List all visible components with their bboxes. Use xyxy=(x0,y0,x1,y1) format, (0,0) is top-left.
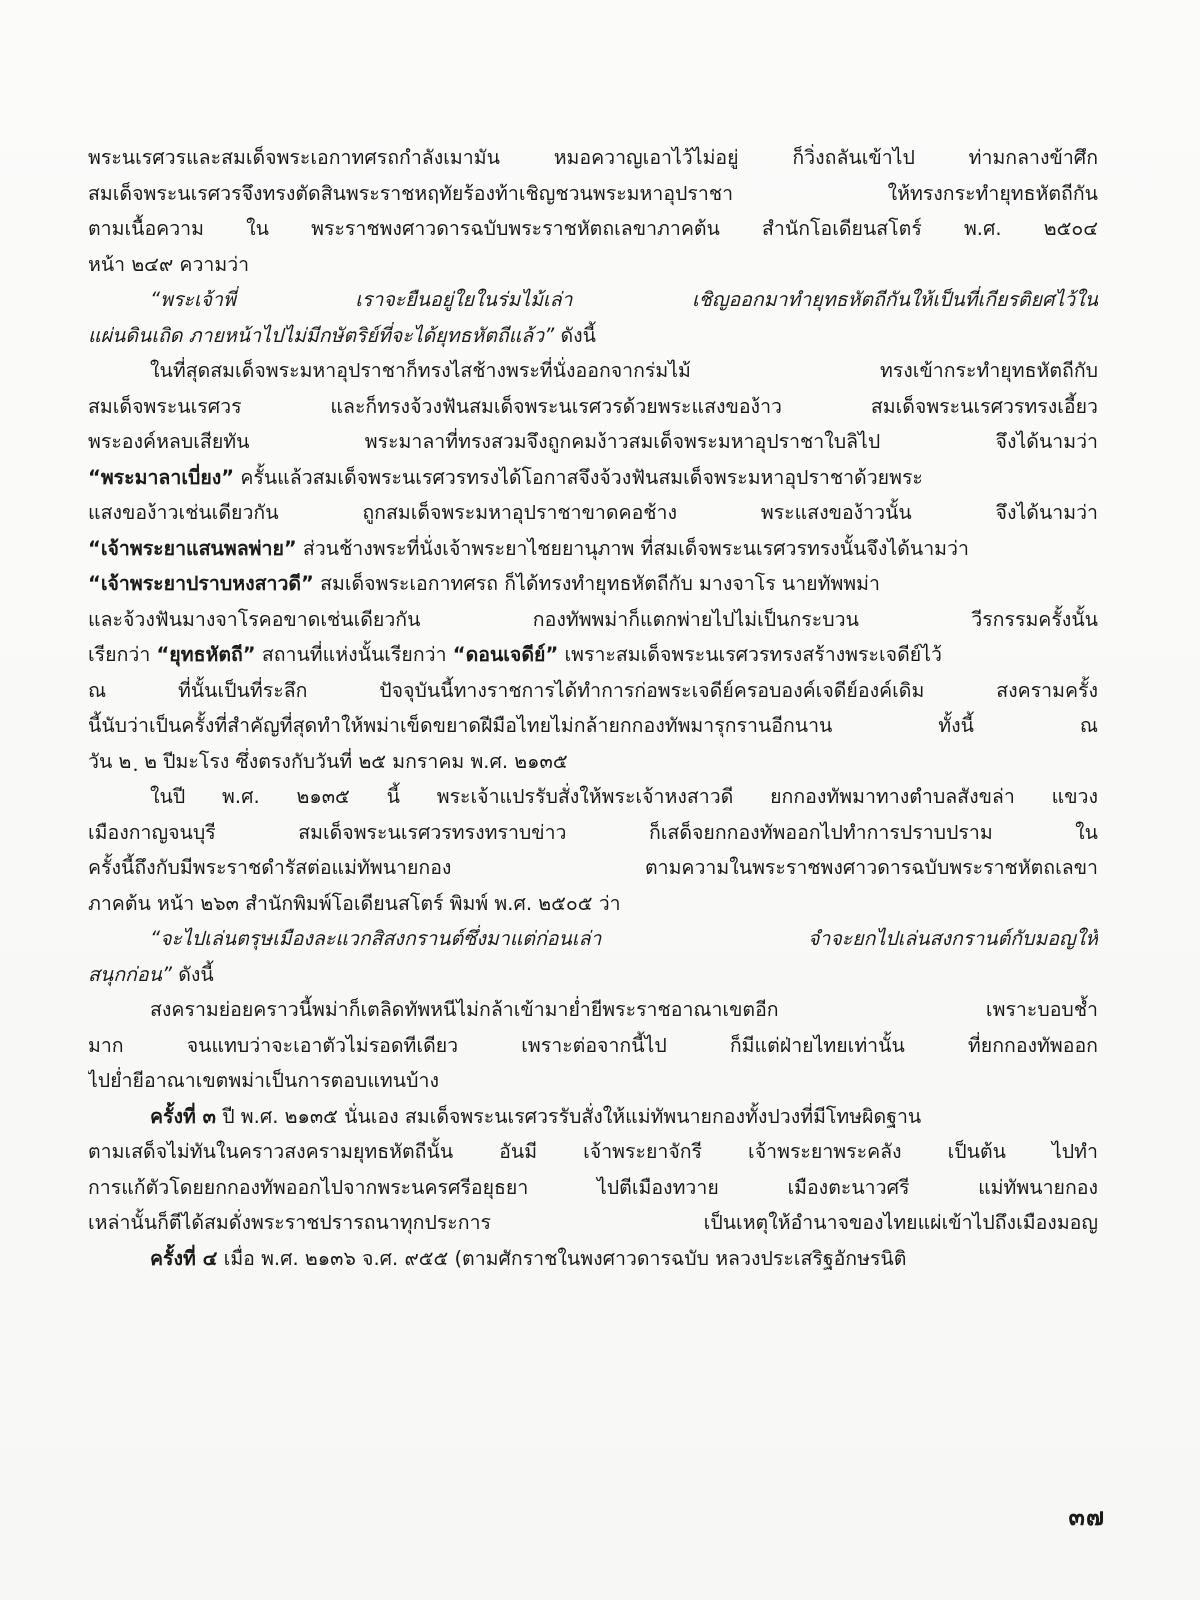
quote-suffix: ดังนี้ xyxy=(172,962,214,986)
paragraph-line: ไปย่ำยีอาณาเขตพม่าเป็นการตอบแทนบ้าง xyxy=(88,1069,439,1092)
paragraph-text: สมเด็จพระเอกาทศรถ ก็ได้ทรงทำยุทธหัตถีกับ มางจาโร นายทัพพม่า xyxy=(313,572,880,595)
section-label: ครั้งที่ ๔ xyxy=(150,1246,218,1270)
paragraph-line: สงครามย่อยคราวนี้พม่าก็เตลิดทัพหนีไม่กล้าเข้ามาย่ำยีพระราชอาณาเขตอีก เพราะบอบช้ำ xyxy=(150,998,1098,1021)
paragraph-line: สมเด็จพระนเรศวรจึงทรงตัดสินพระราชหฤทัยร้องท้าเชิญชวนพระมหาอุปราชา ให้ทรงกระทำยุทธหัตถีกัน xyxy=(88,181,1098,205)
paragraph-line: พระองค์หลบเสียทัน พระมาลาที่ทรงสวมจึงถูกคมง้าวสมเด็จพระมหาอุปราชาใบลิไป จึงได้นามว่า xyxy=(88,430,1098,453)
paragraph-line xyxy=(88,531,1098,567)
quote-text: แผ่นดินเถิด ภายหน้าไปไม่มีกษัตริย์ที่จะได้ยุทธหัตถีแล้ว” xyxy=(88,323,555,347)
section-label: ครั้งที่ ๓ xyxy=(150,1104,217,1128)
quote-line xyxy=(88,957,1098,993)
paragraph-text: สถานที่แห่งนั้นเรียกว่า xyxy=(255,643,453,666)
paragraph-text: ส่วนช้างพระที่นั่งเจ้าพระยาไชยยานุภาพ ที่สมเด็จพระนเรศวรทรงนั้นจึงได้นามว่า xyxy=(296,536,969,560)
paragraph-line: เมืองกาญจนบุรี สมเด็จพระนเรศวรทรงทราบข่าว ก็เสด็จยกกองทัพออกไปทำการปราบปราม ใน xyxy=(88,820,1098,844)
paragraph-line xyxy=(88,460,1098,496)
paragraph-line xyxy=(88,1241,1098,1277)
paragraph-line: พระนเรศวรและสมเด็จพระเอกาทศรถกำลังเมามัน หมอควาญเอาไว้ไม่อยู่ ก็วิ่งถลันเข้าไป ท่ามกลางข้าศึก xyxy=(88,146,1098,169)
paragraph-line: มาก จนแทบว่าจะเอาตัวไม่รอดทีเดียว เพราะต่อจากนี้ไป ก็มีแต่ฝ่ายไทยเท่านั้น ที่ยกกองทัพออก xyxy=(88,1033,1098,1057)
paragraph-text: เมื่อ พ.ศ. ๒๑๓๖ จ.ศ. ๙๕๕ (ตามศักราชในพงศาวดารฉบับ หลวงประเสริฐอักษรนิติ xyxy=(217,1246,907,1270)
paragraph-line: ในที่สุดสมเด็จพระมหาอุปราชาก็ทรงไสช้างพระที่นั่งออกจากร่มไม้ ทรงเข้ากระทำยุทธหัตถีกับ xyxy=(150,359,1098,382)
paragraph-line: ตามเนื้อความ ใน พระราชพงศาวดารฉบับพระราชหัตถเลขาภาคต้น สำนักโอเดียนสโตร์ พ.ศ. ๒๕๐๔ xyxy=(88,217,1098,240)
paragraph-line: หน้า ๒๔๙ ความว่า xyxy=(88,252,250,276)
paragraph-text: ปี พ.ศ. ๒๑๓๕ นั่นเอง สมเด็จพระนเรศวรรับสั่งให้แม่ทัพนายกองทั้งปวงที่มีโทษผิดฐาน xyxy=(216,1104,922,1128)
paragraph-line: เหล่านั้นก็ตีได้สมดั่งพระราชปรารถนาทุกประการ เป็นเหตุให้อำนาจของไทยแผ่เข้าไปถึงเมืองมอญ xyxy=(88,1211,1098,1234)
paragraph-text: เรียกว่า xyxy=(88,643,157,666)
bold-term: “เจ้าพระยาแสนพลพ่าย” xyxy=(88,536,297,560)
paragraph-line: ตามเสด็จไม่ทันในคราวสงครามยุทธหัตถีนั้น อันมี เจ้าพระยาจักรี เจ้าพระยาพระคลัง เป็นต้น ไปทำ xyxy=(88,1140,1098,1163)
paragraph-line: ครั้งนี้ถึงกับมีพระราชดำรัสต่อแม่ทัพนายกอง ตามความในพระราชพงศาวดารฉบับพระราชหัตถเลขา xyxy=(88,856,1098,879)
bold-term: “ยุทธหัตถี” xyxy=(156,643,256,666)
paragraph-line: ภาคต้น หน้า ๒๖๓ สำนักพิมพ์โอเดียนสโตร์ พิมพ์ พ.ศ. ๒๕๐๕ ว่า xyxy=(88,891,621,915)
bold-term: “ดอนเจดีย์” xyxy=(452,643,559,666)
paragraph-line: การแก้ตัวโดยยกกองทัพออกไปจากพระนครศรีอยุธยา ไปตีเมืองทวาย เมืองตะนาวศรี แม่ทัพนายกอง xyxy=(88,1175,1098,1199)
bold-term: “พระมาลาเบี่ยง” xyxy=(88,465,235,489)
paragraph-line: วัน ๒ ฺ ๒ ปีมะโรง ซึ่งตรงกับวันที่ ๒๕ มกราคม พ.ศ. ๒๑๓๕ xyxy=(88,749,568,773)
bold-term: “เจ้าพระยาปราบหงสาวดี” xyxy=(88,572,314,595)
paragraph-line xyxy=(88,637,1098,673)
quote-text: สนุกก่อน” xyxy=(88,962,172,986)
paragraph-line xyxy=(88,1099,1098,1135)
quote-line xyxy=(88,318,1098,354)
paragraph-line: และจ้วงฟันมางจาโรคอขาดเช่นเดียวกัน กองทัพพม่าก็แตกพ่ายไปไม่เป็นกระบวน วีรกรรมครั้งนั้น xyxy=(88,607,1098,631)
paragraph-line xyxy=(88,566,1098,602)
body-text xyxy=(88,140,1098,1276)
paragraph-line: นี้นับว่าเป็นครั้งที่สำคัญที่สุดทำให้พม่าเข็ดขยาดฝีมือไทยไม่กล้ายกกองทัพมารุกรานอีกนาน ทั้งนี้ ณ xyxy=(88,714,1098,737)
quote-suffix: ดังนี้ xyxy=(554,323,596,347)
paragraph-line: ในปี พ.ศ. ๒๑๓๕ นี้ พระเจ้าแปรรับสั่งให้พระเจ้าหงสาวดี ยกกองทัพมาทางตำบลสังขล่า แขวง xyxy=(150,785,1098,808)
quote-line: “จะไปเล่นตรุษเมืองละแวกสิสงกรานต์ซึ่งมาแต่ก่อนเล่า จำจะยกไปเล่นสงกรานต์กับมอญให้ xyxy=(150,927,1098,950)
paragraph-line: สมเด็จพระนเรศวร และก็ทรงจ้วงฟันสมเด็จพระนเรศวรด้วยพระแสงของ้าว สมเด็จพระนเรศวรทรงเอี้ยว xyxy=(88,394,1098,418)
paragraph-line: ณ ที่นั้นเป็นที่ระลึก ปัจจุบันนี้ทางราชการได้ทำการก่อพระเจดีย์ครอบองค์เจดีย์องค์เดิม สงครามครั้ง xyxy=(88,678,1098,702)
paragraph-line: แสงของ้าวเช่นเดียวกัน ถูกสมเด็จพระมหาอุปราชาขาดคอช้าง พระแสงของ้าวนั้น จึงได้นามว่า xyxy=(88,501,1098,524)
paragraph-text: ครั้นแล้วสมเด็จพระนเรศวรทรงได้โอกาสจึงจ้วงฟันสมเด็จพระมหาอุปราชาด้วยพระ xyxy=(234,465,923,489)
paragraph-text: เพราะสมเด็จพระนเรศวรทรงสร้างพระเจดีย์ไว้ xyxy=(558,643,942,666)
quote-line: “พระเจ้าพี่ เราจะยืนอยู่ใยในร่มไม้เล่า เชิญออกมาทำยุทธหัตถีกันให้เป็นที่เกียรติยศไว้ใน xyxy=(150,288,1098,311)
page-number: ๓๗ xyxy=(1068,1503,1105,1531)
